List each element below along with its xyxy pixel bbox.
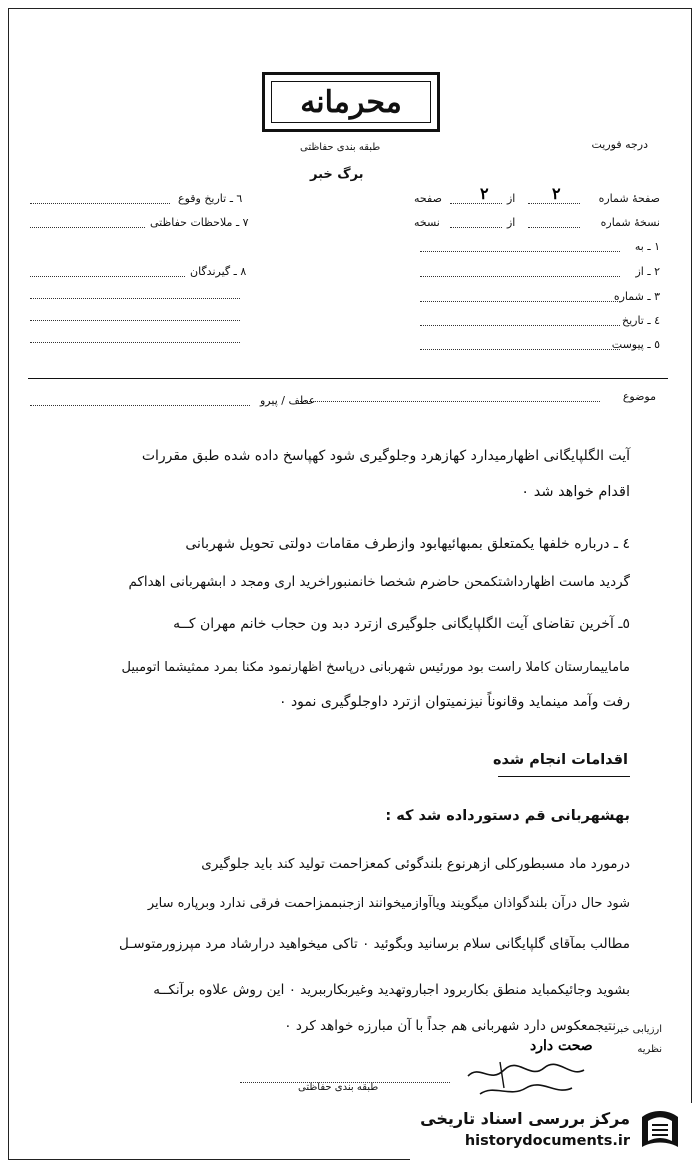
archive-logo-title: مرکز بررسی اسناد تاریخی	[420, 1109, 630, 1128]
signature-scribble	[460, 1058, 590, 1102]
page-word: صفحه	[414, 192, 442, 205]
classification-label: طبقه بندی حفاظتی	[300, 142, 381, 153]
field-occurrence-date: ٦ ـ تاریخ وقوع	[178, 192, 243, 205]
field-recipients: ۸ ـ گیرندگان	[190, 265, 247, 278]
bullet-item: نتیجمعکوس دارد شهربانی هم جداً با آن مبارزه خواهد کرد ۰	[284, 1018, 616, 1034]
copy-of-label: از	[507, 216, 516, 229]
field-attachment: ٥ ـ پیوست	[611, 338, 660, 351]
reference-label: عطف / پیرو	[260, 394, 316, 407]
form-title: برگ خبر	[310, 167, 364, 182]
instruction-line: بهشهربانی قم دستورداده شد که :	[385, 808, 630, 824]
bullet-item: درمورد ماد مسبطورکلی ازهرنوع بلندگوئی کمعزاحمت تولید کند باید جلوگیری	[201, 856, 630, 872]
archive-logo-url: historydocuments.ir	[464, 1133, 630, 1149]
evaluation-label: ارزیابی خبر	[614, 1024, 662, 1035]
of-label: از	[507, 192, 516, 205]
subject-label: موضوع	[622, 390, 656, 403]
archive-logo	[410, 1103, 692, 1160]
field-number: ۳ ـ شماره	[613, 290, 660, 303]
field-date: ٤ ـ تاریخ	[621, 314, 660, 327]
bullet-item: شود حال درآن بلندگواذان میگویند ویاآوازمیخوانند ازجنبممزاحمت فرقی ندارد وبرپاره سایر	[147, 896, 630, 911]
confidential-stamp: محرمانه	[262, 72, 440, 132]
page-total-value: ۲	[480, 184, 489, 203]
opinion-label: نظریه	[637, 1044, 662, 1055]
field-to: ۱ ـ به	[634, 240, 660, 253]
body-line: رفت وآمد مینماید وقانوناً نیزنمیتوان ازترد داوجلوگیری نمود ۰	[278, 694, 630, 710]
page-number-value: ۲	[552, 184, 561, 203]
body-line: گردید ماست اظهارداشتکمحن حاضرم شخصا خانمنبوراخرید اری ومجد د ابشهربانی اهداکم	[128, 574, 630, 590]
bullet-item: مطالب بمآقای گلپایگانی سلام برسانید وبگوئید ۰ تاکی میخواهید درارشاد مرد مپرزورمتوسـل	[119, 936, 630, 952]
page-number-label: صفحهٔ شماره	[598, 192, 660, 205]
header-divider	[28, 378, 668, 379]
body-line: ٥ـ آخرین تقاضای آیت الگلپایگانی جلوگیری ازترد دبد ون حجاب خانم مهران کــه	[173, 616, 630, 632]
field-from: ۲ ـ از	[635, 265, 660, 278]
archive-scroll-icon	[638, 1107, 682, 1155]
heading-underline	[498, 776, 630, 777]
classification-label-bottom: طبقه بندی حفاظتی	[298, 1082, 379, 1093]
bullet-item: بشوید وجائیکمباید منطق بکاربرود اجباروتهدید وغیربکارببرید ۰ این روش علاوه برآنکــه	[153, 982, 630, 998]
body-line: ٤ ـ درباره خلفها یکمتعلق بمبهائیهابود وازطرف مقامات دولتی تحویل شهربانی	[185, 536, 630, 552]
copy-number-label: نسخهٔ شماره	[600, 216, 660, 229]
body-line: اقدام خواهد شد ۰	[521, 484, 630, 500]
urgency-label: درجه فوریت	[591, 138, 648, 151]
field-security-notes: ۷ ـ ملاحظات حفاظتی	[150, 216, 249, 229]
section-heading: اقدامات انجام شده	[492, 752, 628, 768]
handwritten-note: صحت دارد	[530, 1038, 593, 1054]
copy-word: نسخه	[414, 216, 440, 229]
body-line: آیت الگلپایگانی اظهارمیدارد کهازهرد وجلوگیری شود کهپاسخ داده شده طبق مقررات	[141, 448, 630, 464]
body-line: ماماییمارستان کاملا راست بود مورئیس شهربانی درپاسخ اظهارنمود مکنا بمرد ممثیشما اتومبیل	[121, 660, 630, 675]
